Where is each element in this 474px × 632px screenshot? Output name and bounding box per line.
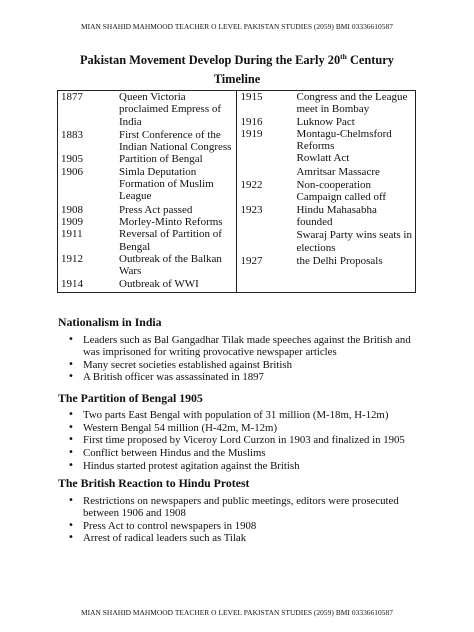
list-item: • A British officer was assassinated in 1897 <box>68 371 426 383</box>
timeline-year: 1923 <box>240 203 263 216</box>
list-item: • Hindus started protest agitation against the British <box>68 460 426 472</box>
timeline-year: 1922 <box>240 179 263 192</box>
timeline-event: Press Act passed <box>119 203 193 216</box>
title-main-text: Pakistan Movement Develop During the Early 20 <box>79 53 341 67</box>
timeline-event: Rowlatt Act <box>296 152 350 165</box>
list-item: • Conflict between Hindus and the Muslims <box>68 447 426 459</box>
timeline-entry <box>58 253 236 278</box>
timeline-event: Montagu-Chelmsford Reforms <box>296 127 392 153</box>
timeline-table-row <box>58 91 416 293</box>
timeline-left-column <box>58 91 237 293</box>
timeline-year <box>237 166 269 178</box>
timeline-entry <box>58 166 236 203</box>
timeline-year: 1905 <box>61 153 83 166</box>
timeline-year <box>237 152 269 164</box>
timeline-entry <box>58 204 236 216</box>
timeline-entry <box>237 204 415 229</box>
timeline-entry <box>237 229 415 254</box>
timeline-year: 1914 <box>61 278 83 291</box>
timeline-event: First Conference of the Indian National Congress <box>119 128 232 154</box>
section-heading-nationalism: Nationalism in India <box>58 315 162 329</box>
timeline-event: Morley-Minto Reforms <box>119 215 223 228</box>
list-item: • Many secret societies established against British <box>68 359 426 371</box>
timeline-event: Outbreak of WWI <box>119 278 199 291</box>
list-item: • Press Act to control newspapers in 1908 <box>68 520 426 532</box>
timeline-entry <box>237 116 415 128</box>
timeline-event: the Delhi Proposals <box>296 254 383 267</box>
timeline-event: Outbreak of the Balkan Wars <box>119 252 222 278</box>
timeline-entry <box>58 216 236 228</box>
timeline-event: Congress and the League meet in Bombay <box>296 91 408 116</box>
timeline-year: 1919 <box>240 127 263 140</box>
timeline-heading: Timeline <box>213 72 261 86</box>
timeline-event: Swaraj Party wins seats in elections <box>296 229 412 254</box>
timeline-entry <box>58 228 236 253</box>
timeline-entry <box>58 278 236 290</box>
timeline-event: Luknow Pact <box>296 115 355 128</box>
timeline-year: 1883 <box>61 128 83 141</box>
list-item: • Restrictions on newspapers and public meetings, editors were prosecuted between 1906 and 1908 <box>68 495 426 519</box>
timeline-year: 1909 <box>61 215 83 228</box>
timeline-event: Amritsar Massacre <box>296 165 380 178</box>
timeline-entry <box>58 91 236 128</box>
timeline-year: 1915 <box>240 91 263 103</box>
timeline-event: Reversal of Partition of Bengal <box>119 228 222 253</box>
timeline-entry <box>237 128 415 153</box>
bullet-list-british-reaction <box>68 495 426 545</box>
document-title <box>0 53 474 68</box>
list-item: • Western Bengal 54 million (H-42m, M-12m) <box>68 422 426 434</box>
timeline-entry <box>237 166 415 178</box>
timeline-year <box>237 229 269 254</box>
timeline-table <box>57 90 416 293</box>
section-heading-partition: The Partition of Bengal 1905 <box>58 391 203 405</box>
timeline-year: 1908 <box>61 203 83 216</box>
list-item: • Arrest of radical leaders such as Tilak <box>68 532 426 544</box>
timeline-event: Partition of Bengal <box>119 153 203 166</box>
timeline-entry <box>58 129 236 154</box>
timeline-event: Non-cooperation Campaign called off <box>296 179 387 204</box>
timeline-year: 1927 <box>240 254 263 267</box>
timeline-entry <box>58 153 236 165</box>
timeline-year: 1877 <box>61 91 83 103</box>
timeline-entry <box>237 255 415 267</box>
timeline-entry <box>237 152 415 164</box>
timeline-event: Hindu Mahasabha founded <box>296 203 377 228</box>
timeline-year: 1906 <box>61 165 83 178</box>
page-footer: MIAN SHAHID MAHMOOD TEACHER O LEVEL PAKISTAN STUDIES (2059) BMI 03336610587 <box>80 608 394 617</box>
page-header: MIAN SHAHID MAHMOOD TEACHER O LEVEL PAKISTAN STUDIES (2059) BMI 03336610587 <box>80 22 394 31</box>
bullet-list-nationalism <box>68 334 426 384</box>
list-item: • Two parts East Bengal with population of 31 million (M-18m, H-12m) <box>68 409 426 421</box>
timeline-entry <box>237 179 415 204</box>
title-superscript: th <box>340 52 347 61</box>
timeline-year: 1911 <box>61 228 83 241</box>
section-heading-british-reaction: The British Reaction to Hindu Protest <box>58 476 250 490</box>
timeline-event: Simla Deputation Formation of Muslim League <box>119 165 214 203</box>
bullet-list-partition <box>68 409 426 472</box>
timeline-right-column <box>237 91 416 293</box>
timeline-entry <box>237 91 415 116</box>
timeline-year: 1912 <box>61 252 83 265</box>
timeline-event: Queen Victoria proclaimed Empress of India <box>119 91 222 128</box>
title-tail-text: Century <box>346 53 394 67</box>
list-item: • Leaders such as Bal Gangadhar Tilak made speeches against the British and was imprisoned for writing provocative newspaper articles <box>68 334 426 358</box>
list-item: • First time proposed by Viceroy Lord Curzon in 1903 and finalized in 1905 <box>68 434 426 446</box>
timeline-year: 1916 <box>240 115 263 128</box>
